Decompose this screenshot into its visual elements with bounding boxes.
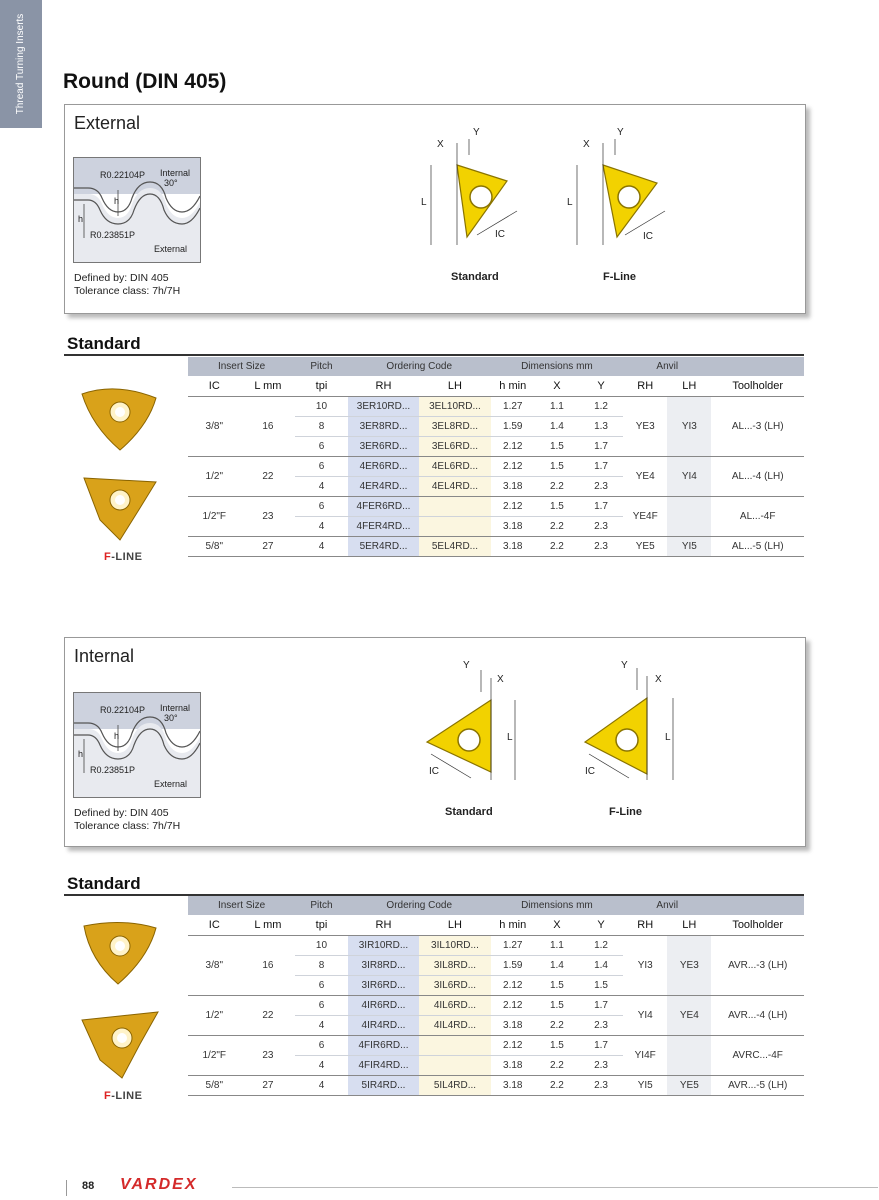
internal-standard-label: Standard	[445, 806, 493, 818]
cell-x: 1.5	[535, 996, 579, 1016]
cell-x: 1.5	[535, 976, 579, 996]
cell-x: 2.2	[535, 517, 579, 537]
section-side-tab	[0, 0, 42, 128]
dim-x: X	[583, 139, 590, 150]
cell-rh-code: 4IR6RD...	[348, 996, 419, 1016]
cell-hmin: 2.12	[491, 996, 535, 1016]
cell-y: 1.7	[579, 1036, 623, 1056]
external-title: External	[74, 113, 141, 133]
cell-y: 1.2	[579, 397, 623, 417]
cell-rh-code: 3ER10RD...	[348, 397, 419, 417]
cell-l: 23	[241, 1036, 296, 1076]
profile-external-label: External	[154, 244, 188, 254]
cell-lh-code: 3IL8RD...	[419, 956, 490, 976]
cell-tpi: 4	[295, 1076, 348, 1096]
dim-y: Y	[617, 127, 624, 138]
standard-insert-photo	[76, 380, 162, 459]
cell-x: 2.2	[535, 1056, 579, 1076]
cell-y: 1.7	[579, 497, 623, 517]
cell-anvil-lh: YE4	[667, 996, 711, 1036]
cell-l: 22	[241, 457, 296, 497]
cell-tpi: 8	[295, 417, 348, 437]
cell-y: 2.3	[579, 1056, 623, 1076]
cell-tpi: 6	[295, 1036, 348, 1056]
col-y: Y	[579, 915, 623, 936]
cell-y: 1.7	[579, 457, 623, 477]
cell-anvil-lh	[667, 1036, 711, 1076]
cell-anvil-lh: YI5	[667, 537, 711, 557]
cell-rh-code: 5IR4RD...	[348, 1076, 419, 1096]
external-standard-drawing	[417, 125, 537, 255]
dim-l: L	[665, 732, 671, 743]
cell-anvil-rh: YE5	[623, 537, 667, 557]
cell-tpi: 4	[295, 1016, 348, 1036]
cell-lh-code: 5EL4RD...	[419, 537, 490, 557]
table-row	[188, 936, 804, 956]
col-l: L mm	[241, 915, 296, 936]
profile-angle: 30°	[164, 178, 178, 188]
col-tpi: tpi	[295, 376, 348, 397]
external-defined-by: Defined by: DIN 405	[74, 272, 169, 284]
fline-logo-rest: -LINE	[111, 1090, 143, 1102]
cell-l: 27	[241, 537, 296, 557]
cell-hmin: 3.18	[491, 477, 535, 497]
profile-h-2: h	[78, 749, 84, 759]
cell-anvil-lh: YI3	[667, 397, 711, 457]
cell-x: 1.5	[535, 457, 579, 477]
col-rh: RH	[348, 376, 419, 397]
col-ic: IC	[188, 915, 241, 936]
cell-anvil-lh: YI4	[667, 457, 711, 497]
cell-hmin: 2.12	[491, 1036, 535, 1056]
group-pitch: Pitch	[295, 357, 348, 376]
external-thread-profile	[73, 157, 201, 263]
section-rule	[64, 354, 804, 356]
group-ordering: Ordering Code	[348, 896, 491, 915]
dim-ic: IC	[585, 766, 595, 777]
cell-ic: 1/2"F	[188, 497, 241, 537]
cell-tpi: 6	[295, 497, 348, 517]
cell-toolholder: AVR...-3 (LH)	[711, 936, 804, 996]
col-ic: IC	[188, 376, 241, 397]
cell-anvil-rh: YI5	[623, 1076, 667, 1096]
cell-rh-code: 3IR8RD...	[348, 956, 419, 976]
cell-anvil-lh: YE5	[667, 1076, 711, 1096]
group-pitch: Pitch	[295, 896, 348, 915]
dim-x: X	[497, 674, 504, 685]
cell-ic: 3/8"	[188, 936, 241, 996]
cell-y: 2.3	[579, 517, 623, 537]
cell-rh-code: 4FIR6RD...	[348, 1036, 419, 1056]
cell-l: 22	[241, 996, 296, 1036]
dim-y: Y	[473, 127, 480, 138]
group-anvil: Anvil	[623, 896, 711, 915]
external-fline-drawing	[565, 125, 685, 255]
profile-r-top: R0.22104P	[100, 170, 146, 180]
profile-r-bottom: R0.23851P	[90, 765, 136, 775]
group-anvil: Anvil	[623, 357, 711, 376]
internal-tolerance: Tolerance class: 7h/7H	[74, 820, 181, 832]
cell-anvil-rh: YE3	[623, 397, 667, 457]
gold-insert-icon	[76, 380, 162, 454]
cell-anvil-rh: YI4	[623, 996, 667, 1036]
page-number: 88	[82, 1180, 95, 1192]
cell-y: 1.2	[579, 936, 623, 956]
side-tab-label: Thread Turning Inserts	[15, 13, 26, 115]
cell-anvil-rh: YE4	[623, 457, 667, 497]
internal-defined-by: Defined by: DIN 405	[74, 807, 169, 819]
cell-ic: 5/8"	[188, 537, 241, 557]
profile-r-bottom: R0.23851P	[90, 230, 136, 240]
cell-y: 2.3	[579, 1016, 623, 1036]
cell-x: 1.1	[535, 936, 579, 956]
cell-rh-code: 4ER6RD...	[348, 457, 419, 477]
group-insert-size: Insert Size	[188, 357, 295, 376]
dim-y: Y	[621, 660, 628, 671]
cell-ic: 5/8"	[188, 1076, 241, 1096]
cell-tpi: 10	[295, 397, 348, 417]
cell-l: 16	[241, 397, 296, 457]
cell-hmin: 2.12	[491, 457, 535, 477]
fline-insert-photo	[78, 1006, 162, 1087]
cell-x: 1.5	[535, 497, 579, 517]
table-row	[188, 457, 804, 477]
cell-toolholder: AL...-3 (LH)	[711, 397, 804, 457]
external-standard-label: Standard	[451, 271, 499, 283]
cell-rh-code: 3IR10RD...	[348, 936, 419, 956]
cell-tpi: 6	[295, 437, 348, 457]
cell-lh-code: 3EL10RD...	[419, 397, 490, 417]
cell-tpi: 4	[295, 1056, 348, 1076]
cell-lh-code: 3IL6RD...	[419, 976, 490, 996]
standard-external-title: Standard	[67, 334, 141, 353]
cell-rh-code: 3ER8RD...	[348, 417, 419, 437]
profile-angle: 30°	[164, 713, 178, 723]
cell-lh-code: 3EL8RD...	[419, 417, 490, 437]
internal-fline-label: F-Line	[609, 806, 642, 818]
profile-external-label: External	[154, 779, 188, 789]
cell-hmin: 3.18	[491, 537, 535, 557]
dim-x: X	[437, 139, 444, 150]
cell-x: 2.2	[535, 1076, 579, 1096]
profile-h-1: h	[114, 731, 120, 741]
cell-lh-code	[419, 497, 490, 517]
cell-toolholder: AL...-4 (LH)	[711, 457, 804, 497]
standard-internal-table	[188, 896, 804, 1096]
cell-hmin: 1.59	[491, 956, 535, 976]
cell-tpi: 10	[295, 936, 348, 956]
group-dimensions: Dimensions mm	[491, 357, 623, 376]
cell-hmin: 3.18	[491, 1056, 535, 1076]
page-title: Round (DIN 405)	[63, 70, 227, 93]
cell-hmin: 2.12	[491, 437, 535, 457]
profile-h-2: h	[78, 214, 84, 224]
col-hmin: h min	[491, 376, 535, 397]
cell-rh-code: 3IR6RD...	[348, 976, 419, 996]
col-hmin: h min	[491, 915, 535, 936]
internal-thread-profile	[73, 692, 201, 798]
fline-logo-f: F	[104, 551, 112, 563]
cell-tpi: 4	[295, 477, 348, 497]
standard-insert-photo	[78, 916, 162, 993]
cell-toolholder: AVR...-5 (LH)	[711, 1076, 804, 1096]
cell-x: 2.2	[535, 477, 579, 497]
cell-lh-code	[419, 517, 490, 537]
fline-logo	[104, 551, 142, 563]
cell-lh-code: 4IL4RD...	[419, 1016, 490, 1036]
cell-tpi: 6	[295, 976, 348, 996]
col-y: Y	[579, 376, 623, 397]
external-standard-insert-icon	[417, 125, 537, 255]
brand-logo: VARDEX	[120, 1176, 198, 1193]
cell-anvil-rh: YI3	[623, 936, 667, 996]
cell-ic: 1/2"F	[188, 1036, 241, 1076]
cell-rh-code: 3ER6RD...	[348, 437, 419, 457]
fline-insert-photo	[80, 468, 160, 549]
footer-rule	[232, 1187, 878, 1188]
dim-y: Y	[463, 660, 470, 671]
col-anvil-lh: LH	[667, 915, 711, 936]
external-tolerance: Tolerance class: 7h/7H	[74, 285, 181, 297]
profile-internal-label: Internal	[160, 703, 191, 713]
dim-l: L	[421, 197, 427, 208]
dim-l: L	[567, 197, 573, 208]
cell-y: 2.3	[579, 477, 623, 497]
table-row	[188, 1076, 804, 1096]
cell-anvil-rh: YE4F	[623, 497, 667, 537]
dim-ic: IC	[643, 231, 653, 242]
standard-internal-title: Standard	[67, 874, 141, 893]
col-x: X	[535, 915, 579, 936]
cell-lh-code: 4IL6RD...	[419, 996, 490, 1016]
table-row	[188, 397, 804, 417]
fline-logo-rest: -LINE	[111, 551, 143, 563]
cell-toolholder: AL...-5 (LH)	[711, 537, 804, 557]
cell-tpi: 4	[295, 517, 348, 537]
cell-x: 1.4	[535, 417, 579, 437]
cell-l: 16	[241, 936, 296, 996]
cell-x: 1.4	[535, 956, 579, 976]
cell-y: 1.4	[579, 956, 623, 976]
cell-hmin: 3.18	[491, 1016, 535, 1036]
cell-lh-code: 3EL6RD...	[419, 437, 490, 457]
gold-fline-insert-icon	[78, 1006, 162, 1082]
internal-title: Internal	[74, 646, 135, 666]
fline-logo	[104, 1090, 142, 1102]
dim-l: L	[507, 732, 513, 743]
cell-hmin: 2.12	[491, 497, 535, 517]
cell-rh-code: 4IR4RD...	[348, 1016, 419, 1036]
cell-tpi: 4	[295, 537, 348, 557]
table-row	[188, 497, 804, 517]
cell-toolholder: AVRC...-4F	[711, 1036, 804, 1076]
cell-x: 1.5	[535, 1036, 579, 1056]
cell-tpi: 6	[295, 457, 348, 477]
cell-hmin: 1.27	[491, 936, 535, 956]
cell-anvil-lh: YE3	[667, 936, 711, 996]
cell-y: 1.3	[579, 417, 623, 437]
cell-lh-code: 3IL10RD...	[419, 936, 490, 956]
internal-panel	[64, 637, 806, 847]
col-anvil-rh: RH	[623, 915, 667, 936]
cell-lh-code	[419, 1036, 490, 1056]
cell-rh-code: 4FER4RD...	[348, 517, 419, 537]
cell-x: 2.2	[535, 537, 579, 557]
cell-lh-code: 4EL4RD...	[419, 477, 490, 497]
profile-h-1: h	[114, 196, 120, 206]
dim-ic: IC	[429, 766, 439, 777]
cell-toolholder: AL...-4F	[711, 497, 804, 537]
group-dimensions: Dimensions mm	[491, 896, 623, 915]
cell-l: 23	[241, 497, 296, 537]
internal-standard-drawing	[411, 660, 531, 790]
col-anvil-rh: RH	[623, 376, 667, 397]
col-lh: LH	[419, 376, 490, 397]
internal-fline-drawing	[571, 660, 691, 790]
cell-y: 1.7	[579, 437, 623, 457]
group-ordering: Ordering Code	[348, 357, 491, 376]
gold-insert-icon	[78, 916, 162, 988]
cell-hmin: 3.18	[491, 1076, 535, 1096]
cell-y: 1.5	[579, 976, 623, 996]
fline-logo-f: F	[104, 1090, 112, 1102]
cell-toolholder: AVR...-4 (LH)	[711, 996, 804, 1036]
cell-hmin: 1.59	[491, 417, 535, 437]
footer-divider	[66, 1180, 67, 1196]
group-insert-size: Insert Size	[188, 896, 295, 915]
cell-anvil-lh	[667, 497, 711, 537]
cell-rh-code: 5ER4RD...	[348, 537, 419, 557]
cell-hmin: 1.27	[491, 397, 535, 417]
gold-fline-insert-icon	[80, 468, 160, 544]
col-toolholder: Toolholder	[711, 915, 804, 936]
cell-lh-code: 4EL6RD...	[419, 457, 490, 477]
col-l: L mm	[241, 376, 296, 397]
table-row	[188, 996, 804, 1016]
cell-lh-code: 5IL4RD...	[419, 1076, 490, 1096]
table-row	[188, 537, 804, 557]
cell-ic: 3/8"	[188, 397, 241, 457]
cell-ic: 1/2"	[188, 996, 241, 1036]
col-anvil-lh: LH	[667, 376, 711, 397]
cell-x: 1.1	[535, 397, 579, 417]
cell-hmin: 3.18	[491, 517, 535, 537]
col-rh: RH	[348, 915, 419, 936]
cell-y: 1.7	[579, 996, 623, 1016]
cell-x: 1.5	[535, 437, 579, 457]
col-x: X	[535, 376, 579, 397]
cell-y: 2.3	[579, 537, 623, 557]
cell-lh-code	[419, 1056, 490, 1076]
cell-rh-code: 4ER4RD...	[348, 477, 419, 497]
cell-hmin: 2.12	[491, 976, 535, 996]
cell-rh-code: 4FER6RD...	[348, 497, 419, 517]
standard-external-table	[188, 357, 804, 557]
cell-anvil-rh: YI4F	[623, 1036, 667, 1076]
profile-internal-label: Internal	[160, 168, 191, 178]
cell-l: 27	[241, 1076, 296, 1096]
cell-y: 2.3	[579, 1076, 623, 1096]
dim-x: X	[655, 674, 662, 685]
external-panel	[64, 104, 806, 314]
external-fline-label: F-Line	[603, 271, 636, 283]
profile-r-top: R0.22104P	[100, 705, 146, 715]
cell-rh-code: 4FIR4RD...	[348, 1056, 419, 1076]
col-lh: LH	[419, 915, 490, 936]
cell-tpi: 6	[295, 996, 348, 1016]
cell-ic: 1/2"	[188, 457, 241, 497]
cell-x: 2.2	[535, 1016, 579, 1036]
dim-ic: IC	[495, 229, 505, 240]
table-row	[188, 1036, 804, 1056]
col-toolholder: Toolholder	[711, 376, 804, 397]
cell-tpi: 8	[295, 956, 348, 976]
col-tpi: tpi	[295, 915, 348, 936]
